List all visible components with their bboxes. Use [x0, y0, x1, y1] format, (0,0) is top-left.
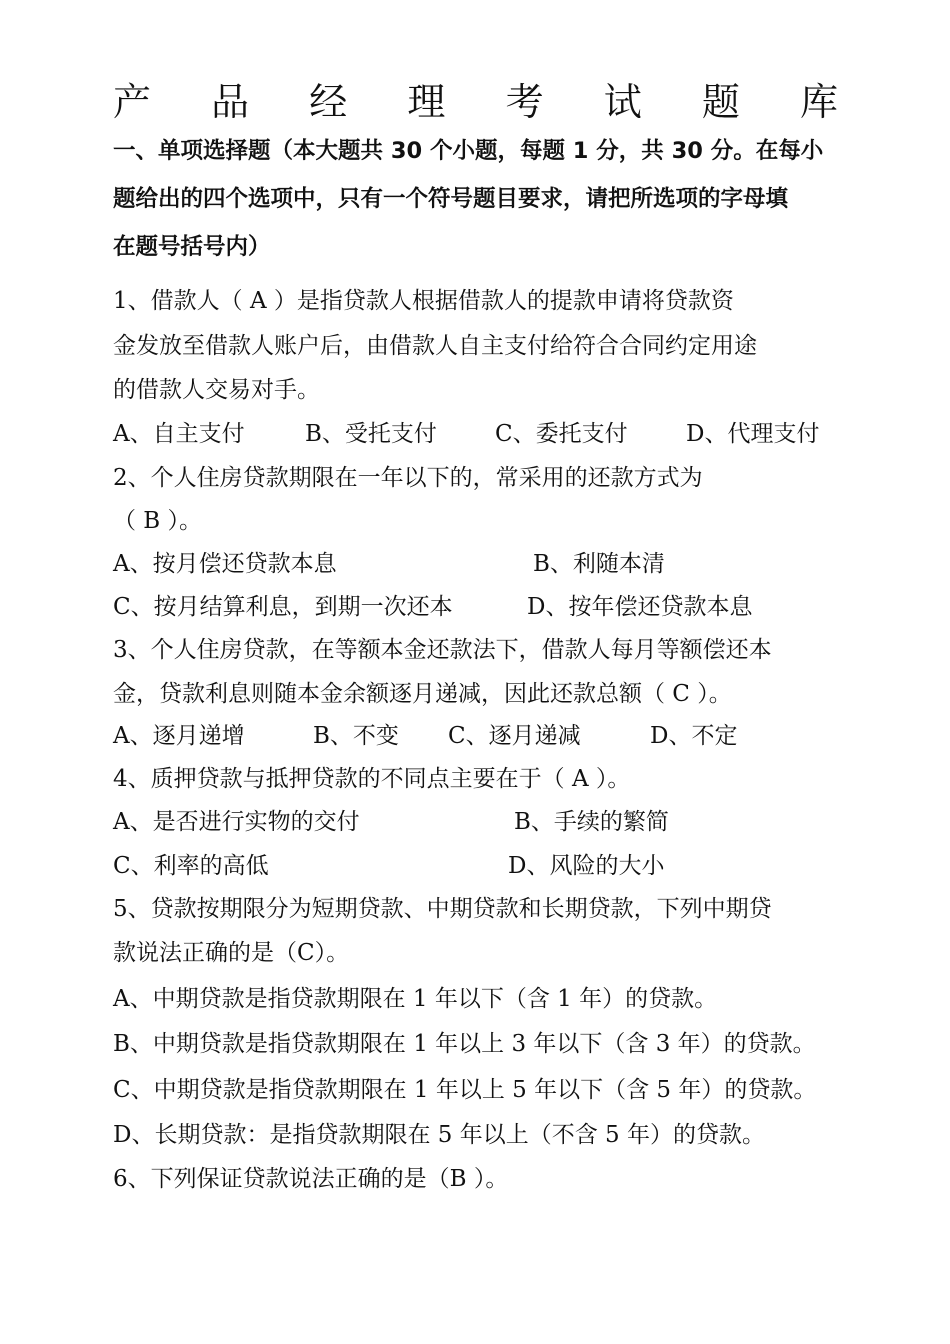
question-2-option-c: C、按月结算利息，到期一次还本: [113, 594, 453, 620]
title-char: 库: [799, 79, 838, 124]
question-3-option-a: A、逐月递增: [113, 723, 245, 749]
question-3-option-c: C、逐月递减: [448, 723, 581, 749]
question-1-line: 1、借款人（ A ）是指贷款人根据借款人的提款申请将贷款资: [113, 288, 734, 314]
document-title: [113, 72, 838, 124]
question-1-option-d: D、代理支付: [686, 421, 820, 447]
question-3-line: 金，贷款利息则随本金余额逐月递减，因此还款总额（ C ）。: [113, 681, 732, 707]
question-5-option-a: A、中期贷款是指贷款期限在 1 年以下（含 1 年）的贷款。: [113, 986, 718, 1012]
section-heading-line: 一、单项选择题（本大题共 30 个小题，每题 1 分，共 30 分。在每小: [113, 138, 824, 164]
question-4-option-c: C、利率的高低: [113, 853, 269, 879]
question-1-line: 金发放至借款人账户后，由借款人自主支付给符合合同约定用途: [113, 333, 757, 359]
question-4-option-a: A、是否进行实物的交付: [113, 809, 360, 835]
section-heading-line: 在题号括号内）: [113, 234, 271, 260]
question-5-option-b: B、中期贷款是指贷款期限在 1 年以上 3 年以下（含 3 年）的贷款。: [113, 1031, 816, 1057]
question-5-line: 款说法正确的是（C）。: [113, 940, 350, 966]
question-1-option-a: A、自主支付: [113, 421, 245, 447]
title-char: 产: [113, 79, 152, 124]
title-char: 经: [309, 79, 348, 124]
question-2-option-a: A、按月偿还贷款本息: [113, 551, 337, 577]
question-5-option-c: C、中期贷款是指贷款期限在 1 年以上 5 年以下（含 5 年）的贷款。: [113, 1077, 817, 1103]
question-6-line: 6、下列保证贷款说法正确的是（B ）。: [113, 1166, 509, 1192]
question-2-line: （ B ）。: [113, 508, 203, 534]
title-char: 考: [505, 79, 544, 124]
question-1-option-c: C、委托支付: [495, 421, 628, 447]
question-1-line: 的借款人交易对手。: [113, 377, 320, 403]
question-2-line: 2、个人住房贷款期限在一年以下的，常采用的还款方式为: [113, 465, 703, 491]
question-3-option-b: B、不变: [313, 723, 399, 749]
question-5-option-d: D、长期贷款：是指贷款期限在 5 年以上（不含 5 年）的贷款。: [113, 1122, 765, 1148]
question-2-option-b: B、利随本清: [533, 551, 665, 577]
question-3-line: 3、个人住房贷款，在等额本金还款法下，借款人每月等额偿还本: [113, 637, 772, 663]
section-heading-line: 题给出的四个选项中，只有一个符号题目要求，请把所选项的字母填: [113, 186, 789, 212]
title-char: 品: [211, 79, 250, 124]
question-4-option-d: D、风险的大小: [508, 853, 665, 879]
question-1-option-b: B、受托支付: [305, 421, 437, 447]
question-2-option-d: D、按年偿还贷款本息: [527, 594, 753, 620]
question-5-line: 5、贷款按期限分为短期贷款、中期贷款和长期贷款，下列中期贷: [113, 896, 772, 922]
question-3-option-d: D、不定: [650, 723, 738, 749]
title-char: 题: [701, 79, 740, 124]
title-char: 理: [407, 79, 446, 124]
question-4-line: 4、质押贷款与抵押贷款的不同点主要在于（ A ）。: [113, 766, 631, 792]
title-char: 试: [603, 79, 642, 124]
question-4-option-b: B、手续的繁简: [514, 809, 669, 835]
